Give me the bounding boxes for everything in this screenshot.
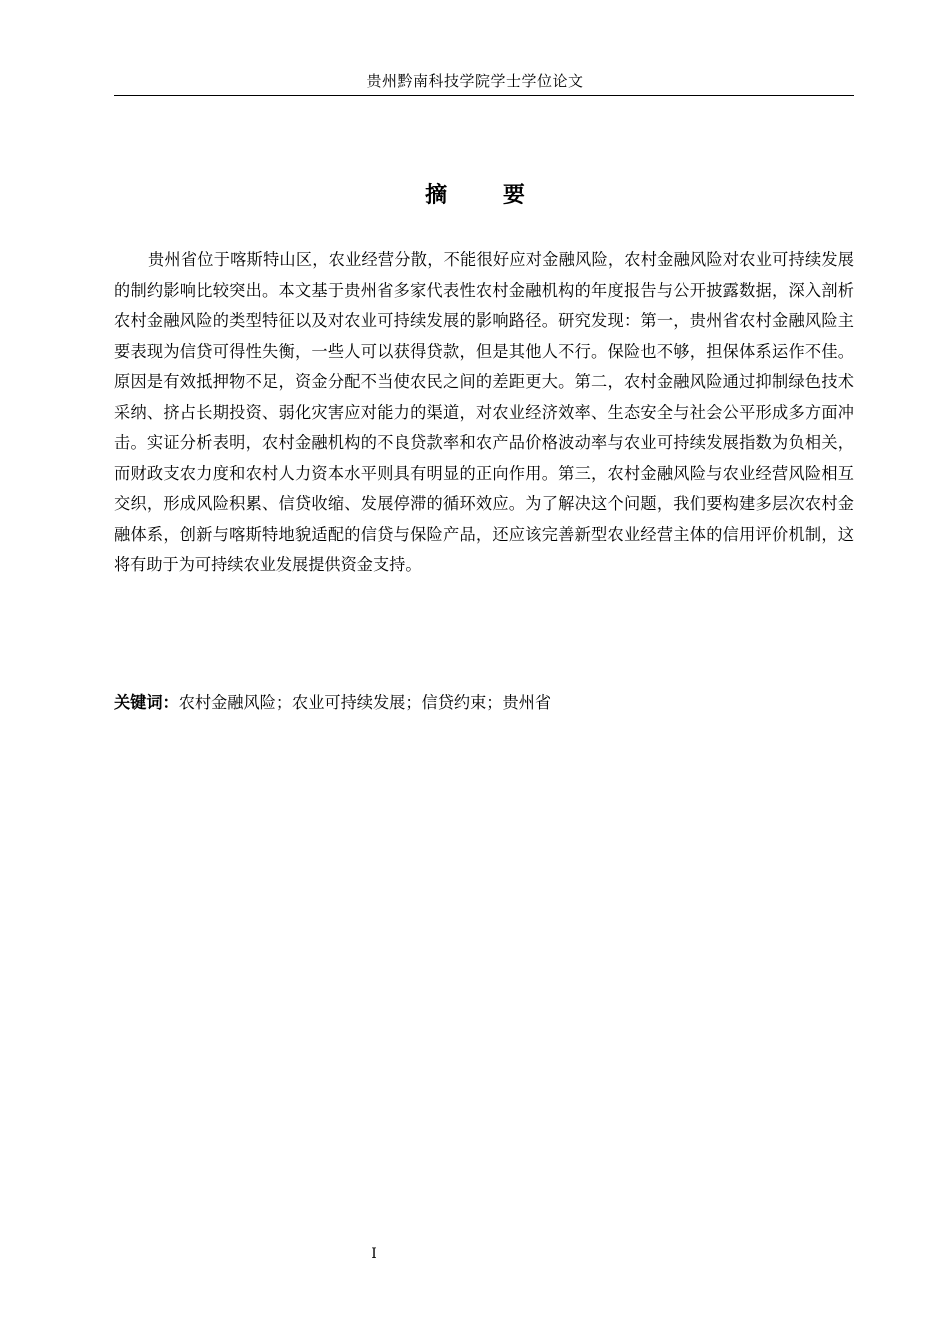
header-rule xyxy=(114,95,854,96)
keywords-line xyxy=(114,688,854,718)
keywords-values: 农村金融风险；农业可持续发展；信贷约束；贵州省 xyxy=(178,693,552,712)
abstract-body: 贵州省位于喀斯特山区，农业经营分散，不能很好应对金融风险，农村金融风险对农业可持续发展的制约影响比较突出。本文基于贵州省多家代表性农村金融机构的年度报告与公开披露数据，深入剖析农村金融风险的类型特征以及对农业可持续发展的影响路径。研究发现：第一，贵州省农村金融风险主要表现为信贷可得性失衡，一些人可以获得贷款，但是其他人不行。保险也不够，担保体系运作不佳。原因是有效抵押物不足，资金分配不当使农民之间的差距更大。第二，农村金融风险通过抑制绿色技术采纳、挤占长期投资、弱化灾害应对能力的渠道，对农业经济效率、生态安全与社会公平形成多方面冲击。实证分析表明，农村金融机构的不良贷款率和农产品价格波动率与农业可持续发展指数为负相关，而财政支农力度和农村人力资本水平则具有明显的正向作用。第三，农村金融风险与农业经营风险相互交织，形成风险积累、信贷收缩、发展停滞的循环效应。为了解决这个问题，我们要构建多层次农村金融体系，创新与喀斯特地貌适配的信贷与保险产品，还应该完善新型农业经营主体的信用评价机制，这将有助于为可持续农业发展提供资金支持。 xyxy=(114,250,854,574)
page-number: I xyxy=(371,1246,377,1262)
abstract-title: 摘 要 xyxy=(425,183,539,208)
keywords-label: 关键词： xyxy=(114,693,179,712)
running-header: 贵州黔南科技学院学士学位论文 xyxy=(366,72,584,90)
